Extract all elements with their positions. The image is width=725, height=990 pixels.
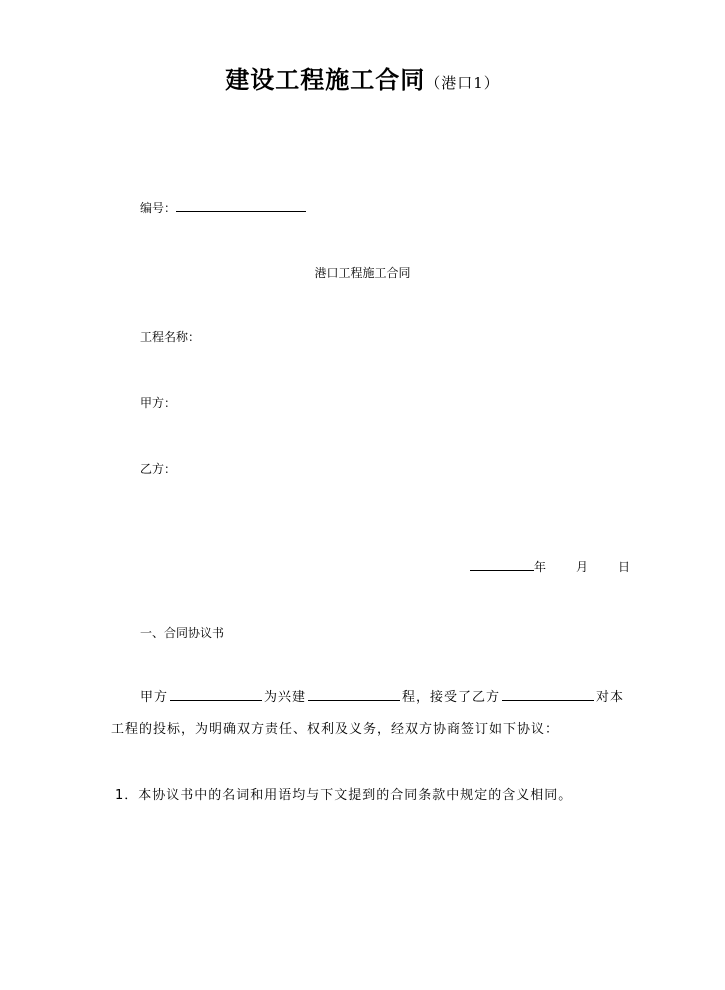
party-b-blank (502, 687, 594, 701)
party-a-label: 甲方： (140, 396, 177, 410)
contract-number-field (140, 198, 306, 217)
party-a-blank (170, 687, 262, 701)
project-blank (308, 687, 400, 701)
agreement-line-2: 工程的投标，为明确双方责任、权利及义务，经双方协商签订如下协议： (111, 722, 560, 737)
project-name-label: 工程名称： (140, 330, 201, 344)
title-subtitle: （港口1） (425, 74, 500, 92)
agreement-line-1 (140, 687, 624, 708)
year-blank (470, 557, 534, 571)
section-heading: 一、合同协议书 (140, 626, 225, 640)
year-label: 年 (534, 560, 547, 574)
clause-1 (115, 786, 572, 806)
title-main: 建设工程施工合同 (225, 65, 426, 94)
agreement-party-a: 甲方 (140, 690, 169, 705)
agreement-accept: 程，接受了乙方 (402, 690, 501, 705)
month-label: 月 (576, 560, 589, 574)
agreement-to-this: 对本 (596, 690, 625, 705)
day-label: 日 (618, 560, 631, 574)
party-b-label: 乙方： (140, 462, 177, 476)
contract-subtitle: 港口工程施工合同 (314, 266, 411, 280)
contract-number-label: 编号： (140, 201, 177, 215)
contract-number-blank (176, 198, 306, 212)
clause-1-number: 1． (115, 788, 139, 803)
agreement-build: 为兴建 (264, 690, 307, 705)
date-line (470, 557, 630, 576)
document-title (0, 62, 725, 101)
clause-1-text: 本协议书中的名词和用语均与下文提到的合同条款中规定的含义相同。 (138, 788, 573, 803)
